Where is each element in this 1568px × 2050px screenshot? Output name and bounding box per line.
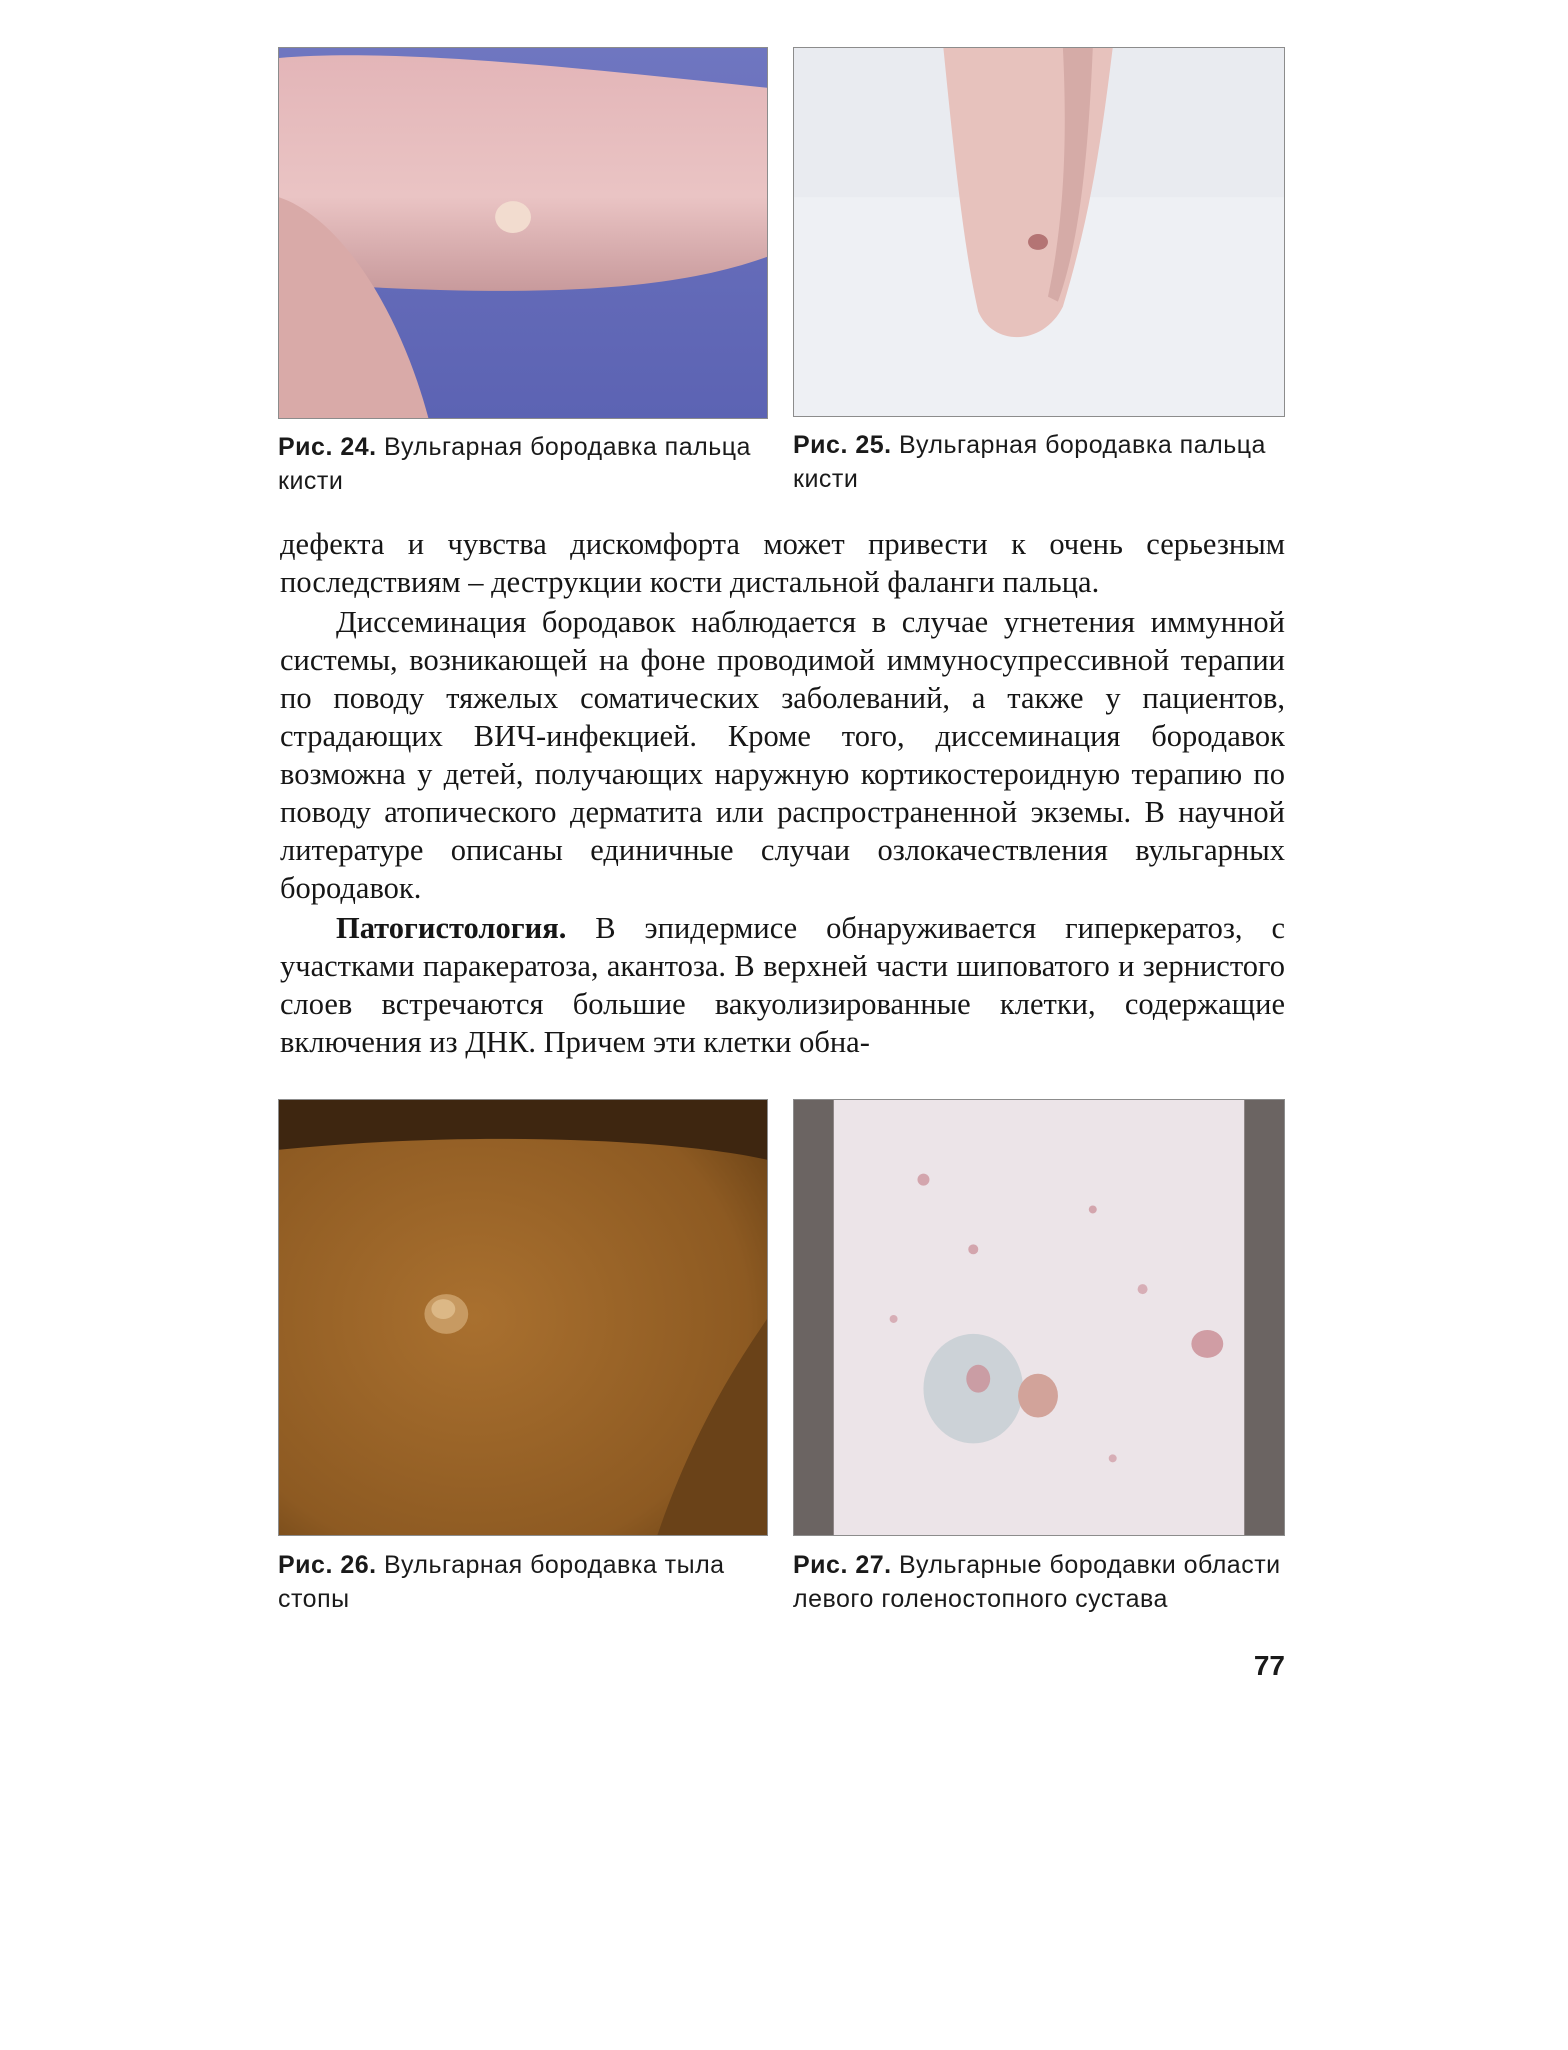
body-text: [280, 525, 1285, 1061]
figure-caption-text: Вульгарные бородавки области левого голеностопного сустава: [793, 1551, 1281, 1613]
section-heading: Патогистология.: [336, 911, 567, 945]
figure-27-caption: [793, 1548, 1293, 1616]
figure-caption-text: Вульгарная бородавка тыла стопы: [278, 1551, 725, 1613]
paragraph-3-text: В эпидермисе обнаруживается гиперкератоз, с участками паракератоза, акантоза. В верхней части шиповатого и зернистого слоев встречаются большие вакуолизированные клетки, содержащие включения из ДНК. Причем эти клетки обна-: [280, 911, 1285, 1059]
foot-wart-image: [279, 1100, 767, 1535]
figure-caption-text: Вульгарная бородавка пальца кисти: [278, 433, 751, 495]
figure-label: Рис. 27.: [793, 1551, 892, 1579]
figure-25-photo: [793, 47, 1285, 417]
page-number: 77: [1253, 1650, 1285, 1681]
paragraph-3: [280, 909, 1285, 1061]
figure-27-photo: [793, 1099, 1285, 1536]
figure-26-photo: [278, 1099, 768, 1536]
figure-label: Рис. 25.: [793, 431, 892, 459]
figure-24-photo: [278, 47, 768, 419]
figure-25-caption: [793, 428, 1293, 496]
figure-label: Рис. 24.: [278, 433, 377, 461]
paragraph-1: дефекта и чувства дискомфорта может привести к очень серьезным последствиям – деструкции кости дистальной фаланги пальца.: [280, 527, 1285, 599]
figure-24-caption: [278, 430, 778, 498]
fingertip-wart-image: [794, 48, 1284, 416]
figure-label: Рис. 26.: [278, 1551, 377, 1579]
figure-caption-text: Вульгарная бородавка пальца кисти: [793, 431, 1266, 493]
finger-wart-image: [279, 48, 767, 418]
paragraph-2: Диссеминация бородавок наблюдается в случае угнетения иммунной системы, возникающей на фоне проводимой иммуносупрессивной терапии по поводу тяжелых соматических заболеваний, а также у пациентов, страдающих ВИЧ-инфекцией. Кроме того, диссеминация бородавок возможна у детей, получающих наружную кортикостероидную терапию по поводу атопического дерматита или распространенной экземы. В научной литературе описаны единичные случаи озлокачествления вульгарных бородавок.: [280, 605, 1285, 905]
ankle-warts-image: [794, 1100, 1284, 1535]
figure-26-caption: [278, 1548, 778, 1616]
